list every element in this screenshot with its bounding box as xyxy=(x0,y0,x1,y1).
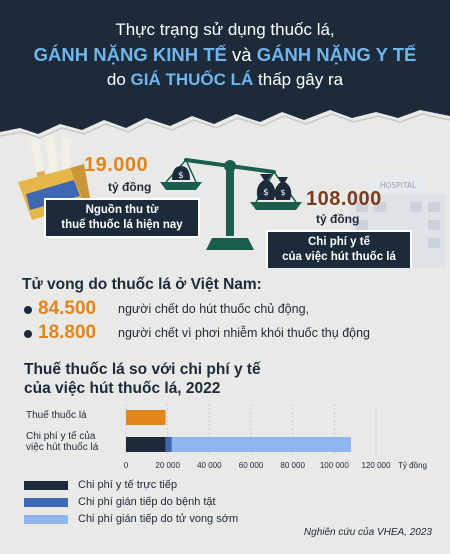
deaths-section xyxy=(0,268,450,368)
deaths-active-text: người chết do hút thuốc chủ động, xyxy=(118,302,310,316)
title-economic-burden: GÁNH NẶNG KINH TẾ xyxy=(33,44,227,65)
health-cost-label-line2: của việc hút thuốc lá xyxy=(282,251,396,263)
deaths-passive-value: 18.800 xyxy=(38,322,97,343)
title-and: và xyxy=(226,44,257,65)
title-low-cause: thấp gây ra xyxy=(253,70,344,89)
scale-section xyxy=(0,120,450,280)
health-cost-label-line1: Chi phí y tế xyxy=(308,236,370,248)
health-cost-unit: tỷ đồng xyxy=(316,212,360,226)
bar-chart xyxy=(0,400,450,476)
legend-swatch-direct xyxy=(24,481,68,490)
deaths-title: Tử vong do thuốc lá ở Việt Nam: xyxy=(22,276,262,293)
hospital-sign: HOSPITAL xyxy=(379,181,417,190)
health-cost-value: 108.000 xyxy=(306,188,382,210)
page-title xyxy=(0,18,450,92)
svg-text:$: $ xyxy=(280,188,286,197)
legend-swatch-illness xyxy=(24,498,68,507)
chart-title xyxy=(24,360,261,398)
header-banner xyxy=(0,0,450,140)
tax-revenue-label-line2: thuế thuốc lá hiện nay xyxy=(61,219,183,231)
x-tick-label: 120 000 xyxy=(361,461,391,470)
x-tick-label: 80 000 xyxy=(280,461,305,470)
health-cost-label xyxy=(266,230,412,270)
bullet-icon xyxy=(24,330,32,338)
deaths-passive-text: người chết vì phơi nhiễm khói thuốc thụ động xyxy=(118,326,370,340)
chart-title-line1: Thuế thuốc lá so với chi phí y tế xyxy=(24,361,261,378)
bar-segment-3 xyxy=(172,437,351,452)
bar-segment-1 xyxy=(126,437,166,452)
bullet-icon xyxy=(24,306,32,314)
title-due-to: do xyxy=(106,70,131,89)
x-tick-label: 60 000 xyxy=(238,461,264,470)
x-tick-label: 40 000 xyxy=(197,461,222,470)
svg-text:$: $ xyxy=(263,188,269,198)
x-tick-label: 20 000 xyxy=(155,461,180,470)
source-note: Nghiên cứu của VHEA, 2023 xyxy=(303,527,432,538)
x-tick-label: 100 000 xyxy=(319,461,349,470)
title-health-burden: GÁNH NẶNG Y TẾ xyxy=(256,44,417,65)
legend-label-direct: Chi phí y tế trực tiếp xyxy=(78,479,178,491)
tax-revenue-value: 19.000 xyxy=(84,154,149,176)
deaths-active-value: 84.500 xyxy=(38,298,97,319)
category-label: Chi phí y tế của xyxy=(26,431,96,442)
x-tick-label: 0 xyxy=(123,461,129,470)
svg-text:$: $ xyxy=(178,171,184,181)
legend-label-death: Chi phí gián tiếp do tử vong sớm xyxy=(78,513,239,525)
title-line-1: Thực trạng sử dụng thuốc lá, xyxy=(115,20,335,39)
category-label: Thuế thuốc lá xyxy=(26,410,87,421)
chart-title-line2: của việc hút thuốc lá, 2022 xyxy=(24,380,221,397)
legend-label-illness: Chi phí gián tiếp do bệnh tật xyxy=(78,496,216,508)
tax-revenue-label-line1: Nguồn thu từ xyxy=(85,204,159,216)
title-tobacco-price: GIÁ THUỐC LÁ xyxy=(130,70,254,89)
bar-segment-2 xyxy=(166,437,172,452)
category-label: việc hút thuốc lá xyxy=(26,442,99,453)
title-line-3 xyxy=(0,68,450,92)
tax-revenue-unit: tỷ đồng xyxy=(108,180,152,194)
legend-swatch-death xyxy=(24,515,68,524)
x-axis-unit: Tỷ đồng xyxy=(398,461,427,470)
title-line-2 xyxy=(0,42,450,68)
bar-tax xyxy=(126,410,166,425)
